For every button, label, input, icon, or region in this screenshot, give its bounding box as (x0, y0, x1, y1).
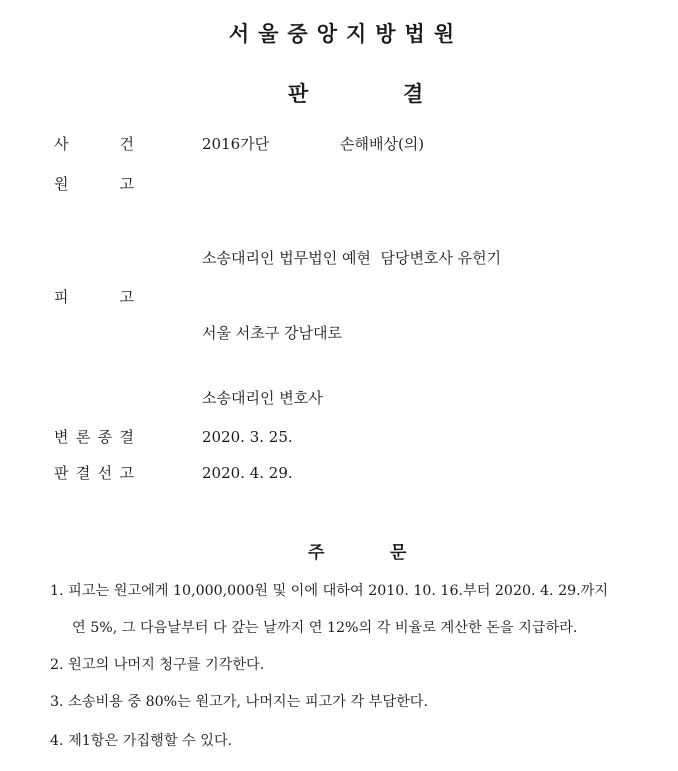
order-item-1 (50, 580, 678, 602)
order-item-number: 2. (50, 657, 64, 673)
document-title-char-2: 결 (403, 82, 424, 106)
defendant-label-char: 고 (119, 288, 134, 306)
order-item-number: 3. (50, 694, 64, 710)
defendant-label (54, 285, 134, 309)
order-item-number: 4. (50, 733, 64, 749)
ruling-date-label-char: 결 (75, 464, 91, 482)
order-item-1-continued (72, 617, 678, 639)
ruling-date-value: 2020. 4. 29. (202, 464, 293, 482)
case-label-char: 건 (119, 135, 134, 153)
order-item-4 (50, 730, 678, 752)
plaintiff-representative: 소송대리인 법무법인 예현 담당변호사 유헌기 (202, 249, 502, 267)
plaintiff-row (0, 172, 678, 196)
case-row (0, 132, 678, 156)
order-item-text: 원고의 나머지 청구를 기각한다. (68, 657, 265, 673)
plaintiff-representative-row (0, 246, 678, 270)
case-number: 2016가단 (202, 135, 270, 153)
case-label (54, 132, 134, 156)
ruling-date-row (0, 461, 678, 485)
document-title-char-1: 판 (288, 82, 309, 106)
closing-date-value: 2020. 3. 25. (202, 428, 293, 446)
order-item-number: 1. (50, 583, 64, 599)
plaintiff-label-char: 고 (119, 175, 134, 193)
defendant-representative-row (0, 386, 678, 410)
defendant-address-row (0, 321, 678, 345)
defendant-row (0, 285, 678, 309)
closing-date-label-char: 결 (119, 428, 134, 446)
defendant-label-char: 피 (54, 288, 69, 306)
order-title-char-1: 주 (308, 543, 325, 563)
closing-date-label (54, 425, 134, 449)
case-label-char: 사 (54, 135, 69, 153)
ruling-date-label-char: 고 (119, 464, 134, 482)
closing-date-label-char: 종 (97, 428, 113, 446)
ruling-date-label (54, 461, 134, 485)
ruling-date-label-char: 선 (97, 464, 113, 482)
court-name: 서울중앙지방법원 (228, 22, 464, 46)
order-item-text: 제1항은 가집행할 수 있다. (68, 733, 233, 749)
order-item-text: 피고는 원고에게 10,000,000원 및 이에 대하여 2010. 10. 16.부터 2020. 4. 29.까지 (68, 583, 609, 599)
order-item-3 (50, 691, 678, 713)
closing-date-row (0, 425, 678, 449)
order-item-2 (50, 654, 678, 676)
defendant-representative: 소송대리인 변호사 (202, 389, 323, 407)
closing-date-label-char: 론 (75, 428, 91, 446)
order-item-text: 소송비용 중 80%는 원고가, 나머지는 피고가 각 부담한다. (68, 694, 428, 710)
order-title-char-2: 문 (390, 543, 407, 563)
plaintiff-label-char: 원 (54, 175, 69, 193)
order-item-text: 연 5%, 그 다음날부터 다 갚는 날까지 연 12%의 각 비율로 계산한 돈을 지급하라. (72, 620, 578, 636)
plaintiff-label (54, 172, 134, 196)
closing-date-label-char: 변 (54, 428, 69, 446)
ruling-date-label-char: 판 (54, 464, 69, 482)
case-name: 손해배상(의) (340, 135, 425, 153)
defendant-address: 서울 서초구 강남대로 (202, 324, 342, 342)
